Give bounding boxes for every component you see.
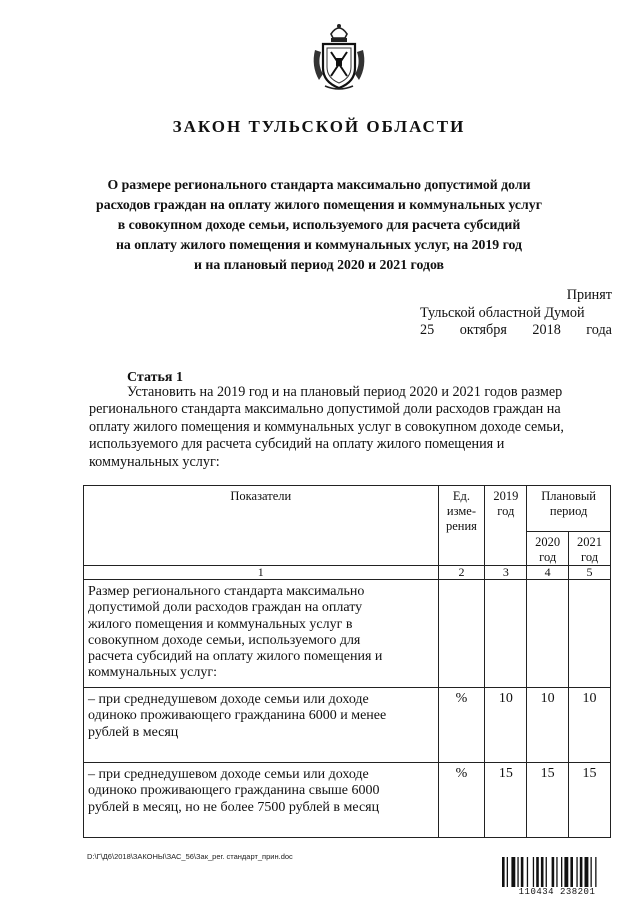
law-subtitle <box>90 175 548 275</box>
header-unit-line: рения <box>446 519 477 533</box>
header-2020-year: 2020 <box>535 535 561 549</box>
header-2019-year: 2019 <box>493 489 519 503</box>
adopted-month: октября <box>459 322 507 338</box>
file-path: D:\Г\Д6\2018\ЗАКОНЫ\ЗАС_56\Зак_рег. стандарт_прин.doc <box>87 852 293 861</box>
header-planned-line: Плановый <box>541 489 596 503</box>
adopted-by: Тульской областной Думой <box>420 304 585 321</box>
desc-line: допустимой доли расходов граждан на оплату <box>88 600 363 616</box>
subtitle-line: в совокупном доходе семьи, используемого для расчета субсидий <box>117 217 521 232</box>
barcode-bar <box>527 857 528 887</box>
desc-line: совокупном доходе семьи, используемого для <box>88 632 361 648</box>
barcode-bar <box>502 857 505 887</box>
value-2020: 15 <box>527 763 569 838</box>
table-row <box>84 688 439 763</box>
subtitle-line: О размере регионального стандарта максимально допустимой доли <box>107 177 531 192</box>
col-number: 5 <box>569 566 611 580</box>
standard-table <box>83 485 611 838</box>
header-indicator: Показатели <box>84 486 439 566</box>
barcode-bar <box>533 857 534 887</box>
law-title: ЗАКОН ТУЛЬСКОЙ ОБЛАСТИ <box>172 117 466 136</box>
barcode-bar <box>576 857 577 887</box>
barcode-bar <box>570 857 573 887</box>
value-2020: 10 <box>527 688 569 763</box>
barcode-bar <box>561 857 562 887</box>
barcode-bar <box>580 857 583 887</box>
barcode-bar <box>552 857 555 887</box>
col-number: 1 <box>84 566 439 580</box>
adopted-day: 25 <box>420 322 435 338</box>
subtitle-line: расходов граждан на оплату жилого помещения и коммунальных услуг <box>96 197 542 212</box>
tula-coat-of-arms-icon <box>309 20 369 92</box>
adoption-block <box>420 287 612 340</box>
desc-line: жилого помещения и коммунальных услуг в <box>88 616 353 632</box>
desc-line: расчета субсидий на оплату жилого помещения и <box>88 649 383 665</box>
desc-line: – при среднедушевом доходе семьи или доходе <box>88 767 369 782</box>
header-2021-word: год <box>581 550 599 564</box>
header-2021-year: 2021 <box>577 535 603 549</box>
empty-cell <box>569 580 611 688</box>
table-row <box>84 763 439 838</box>
unit-cell: % <box>438 763 485 838</box>
article-line: оплату жилого помещения и коммунальных услуг в совокупном доходе семьи, <box>89 418 564 435</box>
value-2021: 15 <box>569 763 611 838</box>
adopted-label: Принят <box>566 287 612 303</box>
article-line: регионального стандарта максимально допустимой доли расходов граждан на <box>89 401 561 418</box>
barcode-bar <box>556 857 557 887</box>
adopted-date <box>420 322 612 340</box>
barcode-icon <box>502 857 612 887</box>
desc-line: одиноко проживающего гражданина 6000 и менее <box>88 708 387 724</box>
article-text <box>89 384 615 471</box>
header-unit <box>438 486 485 566</box>
unit-cell: % <box>438 688 485 763</box>
empty-cell <box>438 580 485 688</box>
empty-cell <box>485 580 527 688</box>
desc-line: – при среднедушевом доходе семьи или доходе <box>88 692 369 707</box>
adopted-year: 2018 <box>532 322 561 338</box>
col-number: 4 <box>527 566 569 580</box>
header-planned-line: период <box>549 504 588 518</box>
col-number: 2 <box>438 566 485 580</box>
header-planned-period <box>527 486 611 532</box>
value-2019: 15 <box>485 763 527 838</box>
barcode-bar <box>591 857 592 887</box>
barcode-number: 110434 238201 <box>518 887 596 897</box>
header-2021 <box>569 532 611 566</box>
barcode-bar <box>546 857 547 887</box>
header-2019-word: год <box>497 504 515 518</box>
desc-line: рублей в месяц, но не более 7500 рублей в месяц <box>88 799 380 815</box>
value-2021: 10 <box>569 688 611 763</box>
barcode-bar <box>521 857 524 887</box>
adopted-year-word: года <box>586 322 612 338</box>
desc-line: коммунальных услуг: <box>88 665 217 681</box>
article-heading: Статья 1 <box>127 370 183 385</box>
barcode-bar <box>536 857 539 887</box>
group-description <box>84 580 439 688</box>
header-unit-line: изме- <box>446 504 476 518</box>
header-2019 <box>485 486 527 566</box>
desc-line: рублей в месяц <box>88 724 179 740</box>
barcode-bar <box>595 857 596 887</box>
barcode-bar <box>564 857 568 887</box>
value-2019: 10 <box>485 688 527 763</box>
subtitle-line: и на плановый период 2020 и 2021 годов <box>194 257 444 272</box>
subtitle-line: на оплату жилого помещения и коммунальных услуг, на 2019 год <box>115 237 523 252</box>
barcode-bar <box>517 857 518 887</box>
article-line: используемого для расчета субсидий на оплату жилого помещения и <box>89 436 505 453</box>
empty-cell <box>527 580 569 688</box>
article-line: коммунальных услуг: <box>89 453 220 470</box>
desc-line: Размер регионального стандарта максимально <box>88 584 365 599</box>
barcode-bar <box>511 857 515 887</box>
barcode-bar <box>585 857 589 887</box>
barcode-bar <box>541 857 544 887</box>
desc-line: одиноко проживающего гражданина свыше 6000 <box>88 783 380 799</box>
header-2020-word: год <box>539 550 557 564</box>
article-line: Установить на 2019 год и на плановый период 2020 и 2021 годов размер <box>127 384 563 400</box>
header-2020 <box>527 532 569 566</box>
col-number: 3 <box>485 566 527 580</box>
barcode-bar <box>507 857 508 887</box>
header-unit-line: Ед. <box>452 489 471 503</box>
